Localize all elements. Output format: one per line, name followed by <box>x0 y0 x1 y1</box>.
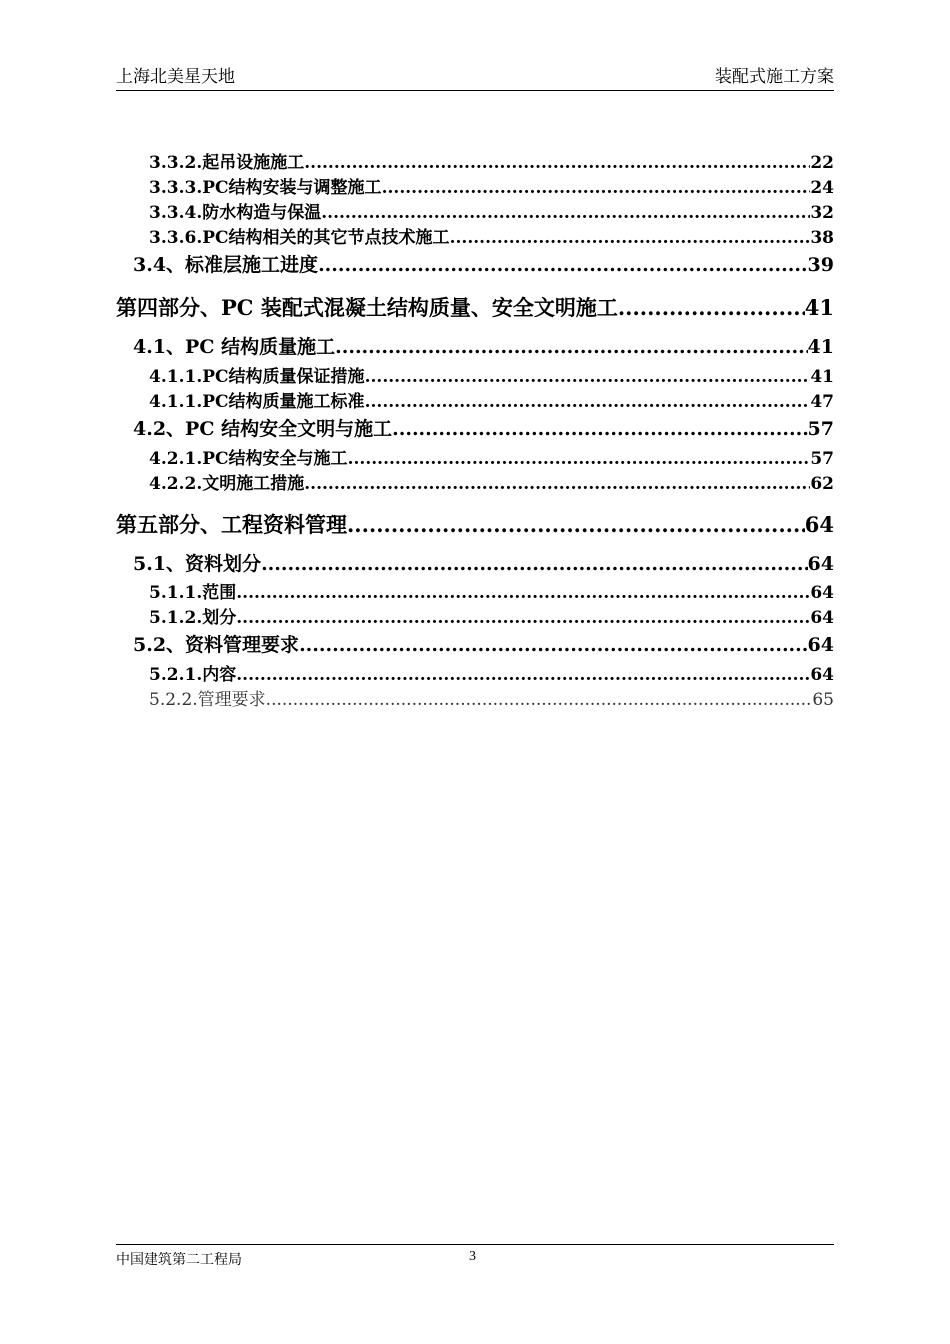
toc-entry-page: 64 <box>810 665 834 685</box>
toc-entry-page: 57 <box>810 449 834 469</box>
toc-dot-leader <box>304 153 810 173</box>
toc-entry-title: 第四部分、PC 装配式混凝土结构质量、安全文明施工 <box>116 295 618 320</box>
toc-entry-title: 5.2.2.管理要求 <box>149 690 266 710</box>
toc-dot-leader <box>450 228 811 248</box>
toc-dot-leader <box>261 553 807 575</box>
page-header <box>116 66 834 91</box>
toc-dot-leader <box>236 665 810 685</box>
toc-dot-leader <box>392 418 807 440</box>
toc-entry[interactable] <box>116 469 834 494</box>
footer-page-number: 3 <box>469 1249 476 1264</box>
toc-dot-leader <box>266 690 813 710</box>
toc-entry-page: 64 <box>807 553 834 575</box>
toc-entry[interactable] <box>116 173 834 198</box>
toc-entry-title: 第五部分、工程资料管理 <box>116 512 347 537</box>
toc-entry-page: 38 <box>810 228 834 248</box>
toc-entry[interactable] <box>116 387 834 412</box>
toc-dot-leader <box>365 367 811 387</box>
toc-dot-leader <box>365 392 811 412</box>
toc-entry-page: 64 <box>810 608 834 628</box>
toc-dot-leader <box>321 203 810 223</box>
toc-entry[interactable] <box>116 250 834 277</box>
toc-entry-page: 64 <box>807 634 834 656</box>
toc-entry-title: 3.3.3.PC结构安装与调整施工 <box>149 178 382 198</box>
toc-entry[interactable] <box>116 414 834 441</box>
toc-entry[interactable] <box>116 332 834 359</box>
toc-entry-page: 32 <box>810 203 834 223</box>
toc-entry[interactable] <box>116 292 834 322</box>
toc-entry-page: 41 <box>807 336 834 358</box>
toc-entry-title: 4.1.1.PC结构质量施工标准 <box>149 392 365 412</box>
toc-dot-leader <box>299 634 807 656</box>
toc-entry-page: 65 <box>812 690 834 710</box>
header-document-title: 装配式施工方案 <box>715 67 834 87</box>
toc-entry-page: 64 <box>804 512 834 537</box>
toc-entry-page: 24 <box>810 178 834 198</box>
toc-entry[interactable] <box>116 148 834 173</box>
toc-entry-page: 41 <box>810 367 834 387</box>
toc-entry-title: 3.4、标准层施工进度 <box>133 254 319 276</box>
toc-entry[interactable] <box>116 578 834 603</box>
toc-dot-leader <box>236 583 810 603</box>
toc-entry[interactable] <box>116 198 834 223</box>
toc-dot-leader <box>236 608 810 628</box>
toc-entry-page: 39 <box>807 254 834 276</box>
toc-dot-leader <box>348 449 811 469</box>
toc-entry[interactable] <box>116 685 834 710</box>
toc-entry-page: 22 <box>810 153 834 173</box>
toc-entry[interactable] <box>116 549 834 576</box>
toc-entry-page: 62 <box>810 474 834 494</box>
toc-entry-title: 5.2、资料管理要求 <box>133 634 300 656</box>
toc-entry-page: 57 <box>807 418 834 440</box>
footer-company-name: 中国建筑第二工程局 <box>116 1252 242 1268</box>
page-footer <box>116 1244 834 1269</box>
toc-entry-title: 5.1.2.划分 <box>149 608 237 628</box>
toc-entry[interactable] <box>116 444 834 469</box>
toc-entry-title: 5.1.1.范围 <box>149 583 237 603</box>
toc-dot-leader <box>335 336 807 358</box>
toc-entry-page: 64 <box>810 583 834 603</box>
toc-entry-title: 4.1.1.PC结构质量保证措施 <box>149 367 365 387</box>
toc-dot-leader <box>304 474 810 494</box>
toc-dot-leader <box>347 512 805 537</box>
toc-dot-leader <box>618 295 805 320</box>
toc-entry-page: 47 <box>810 392 834 412</box>
toc-entry-title: 4.2、PC 结构安全文明与施工 <box>133 418 393 440</box>
toc-entry[interactable] <box>116 509 834 539</box>
toc-entry-title: 5.2.1.内容 <box>149 665 237 685</box>
toc-entry-page: 41 <box>804 295 834 320</box>
toc-entry[interactable] <box>116 362 834 387</box>
toc-entry-title: 4.2.2.文明施工措施 <box>149 474 305 494</box>
toc-dot-leader <box>318 254 807 276</box>
toc-entry-title: 4.2.1.PC结构安全与施工 <box>149 449 348 469</box>
toc-entry-title: 3.3.6.PC结构相关的其它节点技术施工 <box>149 228 450 248</box>
toc-entry[interactable] <box>116 660 834 685</box>
toc-entry-title: 3.3.2.起吊设施施工 <box>149 153 305 173</box>
toc-entry-title: 4.1、PC 结构质量施工 <box>133 336 336 358</box>
toc-entry[interactable] <box>116 223 834 248</box>
toc-dot-leader <box>382 178 811 198</box>
toc-entry[interactable] <box>116 630 834 657</box>
header-project-name: 上海北美星天地 <box>116 67 235 87</box>
toc-entry[interactable] <box>116 603 834 628</box>
toc-entry-title: 3.3.4.防水构造与保温 <box>149 203 322 223</box>
toc-entry-title: 5.1、资料划分 <box>133 553 262 575</box>
